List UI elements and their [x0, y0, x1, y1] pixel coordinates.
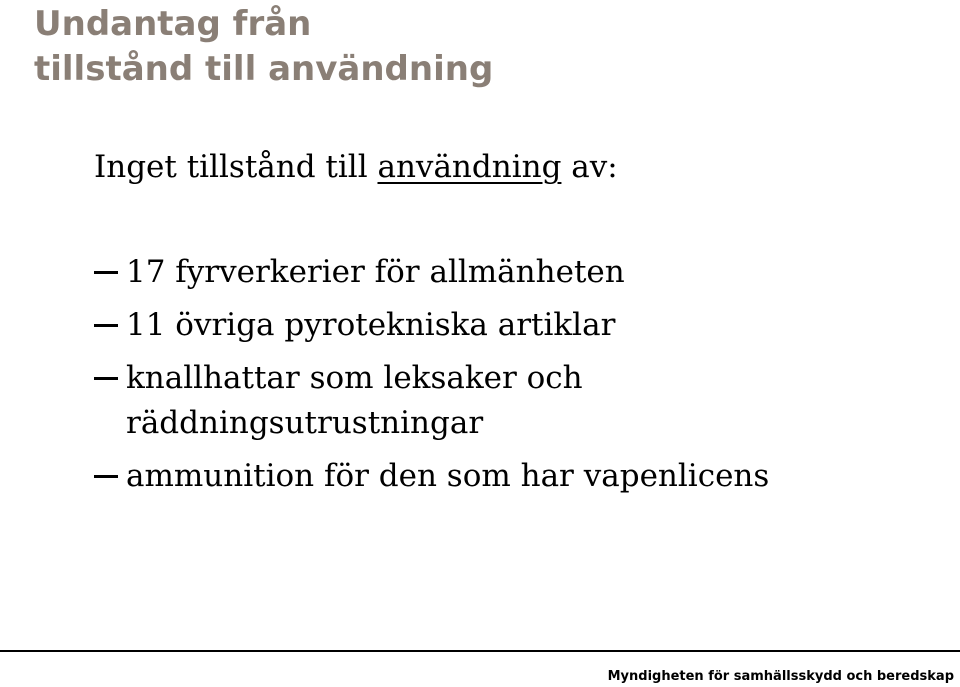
dash-bullet-icon: [94, 475, 118, 478]
slide-title: [34, 2, 493, 92]
intro-prefix: Inget tillstånd till: [94, 149, 378, 185]
list-item-text: 17 fyrverkerier för allmänheten: [126, 254, 625, 290]
list-item-text: knallhattar som leksaker och räddningsutrustningar: [126, 360, 583, 441]
slide-title-line-1: Undantag från: [34, 4, 312, 44]
list-item: [94, 250, 769, 295]
list-item: [94, 356, 769, 446]
list-item-text: 11 övriga pyrotekniska artiklar: [126, 307, 616, 343]
slide-title-line-2: tillstånd till användning: [34, 49, 494, 89]
exemption-list: [94, 250, 769, 507]
intro-suffix: av:: [561, 149, 618, 185]
dash-bullet-icon: [94, 377, 118, 380]
list-item-text: ammunition för den som har vapenlicens: [126, 458, 770, 494]
dash-bullet-icon: [94, 271, 118, 274]
intro-underlined-word: användning: [377, 149, 562, 185]
intro-line: [94, 146, 618, 188]
footer-divider: [0, 650, 960, 652]
footer-organization: Myndigheten för samhällsskydd och beredskap: [607, 669, 954, 684]
list-item: [94, 303, 769, 348]
dash-bullet-icon: [94, 324, 118, 327]
list-item: [94, 454, 769, 499]
